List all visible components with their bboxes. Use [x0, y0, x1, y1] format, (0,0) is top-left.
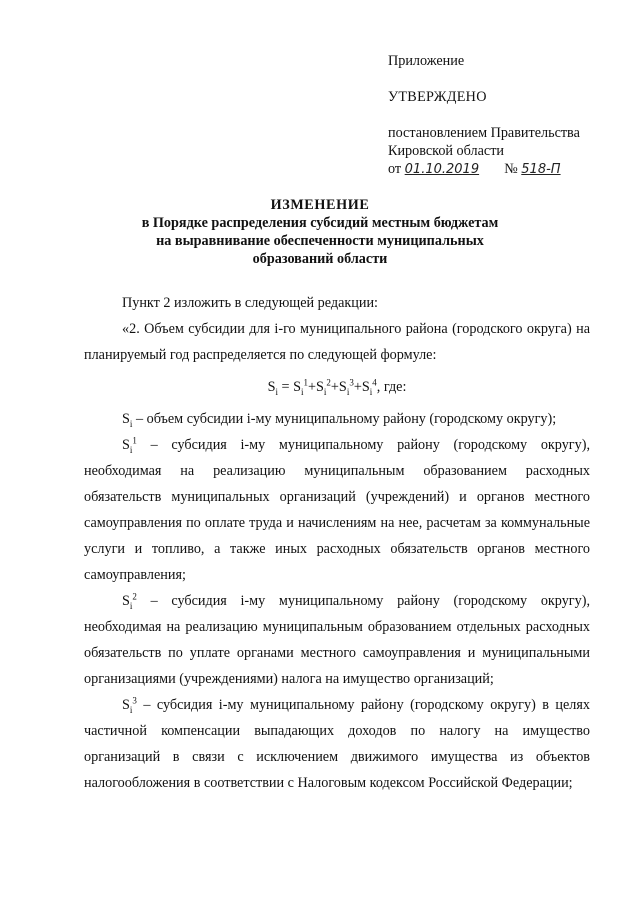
s2-definition: $S_i^2$ – субсидия i-му муниципальному району (городскому округу), необходимая на реализацию муниципальным образованием отдельных расходных обязательств по уплате органами местного самоуправления и муниципальными организациями (учреждениями) налога на имущество организаций; [84, 591, 590, 687]
date-value: 01.10.2019 [404, 162, 480, 177]
document-title [60, 196, 580, 268]
decree-line-1: постановлением Правительства [388, 125, 580, 141]
approved-label: УТВЕРЖДЕНО [388, 89, 487, 105]
s3-definition-text: – субсидия i-му муниципальному району (городскому округу) в целях частичной компенсации выпадающих доходов по налогу на имущество организаций в связи с исключением движимого имущества из объектов налогообложения в соответствии с Налоговым кодексом Российской Федерации; [84, 697, 590, 791]
title-main: ИЗМЕНЕНИЕ [270, 197, 370, 213]
decree-date-number [388, 160, 628, 179]
s1-definition-text: – субсидия i-му муниципальному району (городскому округу), необходимая на реализацию муниципальным образованием расходных обязательств муниципальных организаций (учреждений) и органов местного самоуправления по оплате труда и начислениям на нее, расчетам за коммунальные услуги и топливо, а также иных расходных обязательств органов местного самоуправления; [84, 437, 590, 583]
s2-definition-text: – субсидия i-му муниципальному району (городскому округу), необходимая на реализацию муниципальным образованием отдельных расходных обязательств по уплате органами местного самоуправления и муниципальными организациями (учреждениями) налога на имущество организаций; [84, 593, 590, 687]
s-definition-text: – объем субсидии i-му муниципальному району (городскому округу); [132, 411, 557, 427]
title-line-3: образований области [252, 251, 388, 267]
number-prefix: № [504, 161, 518, 177]
number-value: 518-П [521, 162, 561, 177]
annex-label: Приложение [388, 53, 465, 69]
s3-definition: $S_i^3$ – субсидия i-му муниципальному району (городскому округу) в целях частичной компенсации выпадающих доходов по налогу на имущество организаций в связи с исключением движимого имущества из объектов налогообложения в соответствии с Налоговым кодексом Российской Федерации; [84, 695, 590, 791]
document-body [84, 290, 590, 796]
intro-paragraph: Пункт 2 изложить в следующей редакции: [122, 295, 378, 311]
formula: $S_i = S_i^1+S_i^2+S_i^3+S_i^4$, где: [267, 377, 407, 397]
formula-tail: , где: [376, 379, 407, 395]
title-line-2: на выравнивание обеспеченности муниципальных [156, 233, 484, 249]
title-line-1: в Порядке распределения субсидий местным бюджетам [141, 215, 499, 231]
s-definition: $S_i$ – объем субсидии i-му муниципальному району (городскому округу); [122, 411, 557, 429]
decree-line-2: Кировской области [388, 143, 504, 159]
s1-definition: $S_i^1$ – субсидия i-му муниципальному району (городскому округу), необходимая на реализацию муниципальным образованием расходных обязательств муниципальных организаций (учреждений) и органов местного самоуправления по оплате труда и начислениям на нее, расчетам за коммунальные услуги и топливо, а также иных расходных обязательств органов местного самоуправления; [84, 435, 590, 583]
clause-paragraph: «2. Объем субсидии для i-го муниципального района (городского округа) на планируемый год распределяется по следующей формуле: [84, 321, 590, 363]
approval-block [388, 52, 628, 179]
date-prefix: от [388, 161, 402, 177]
